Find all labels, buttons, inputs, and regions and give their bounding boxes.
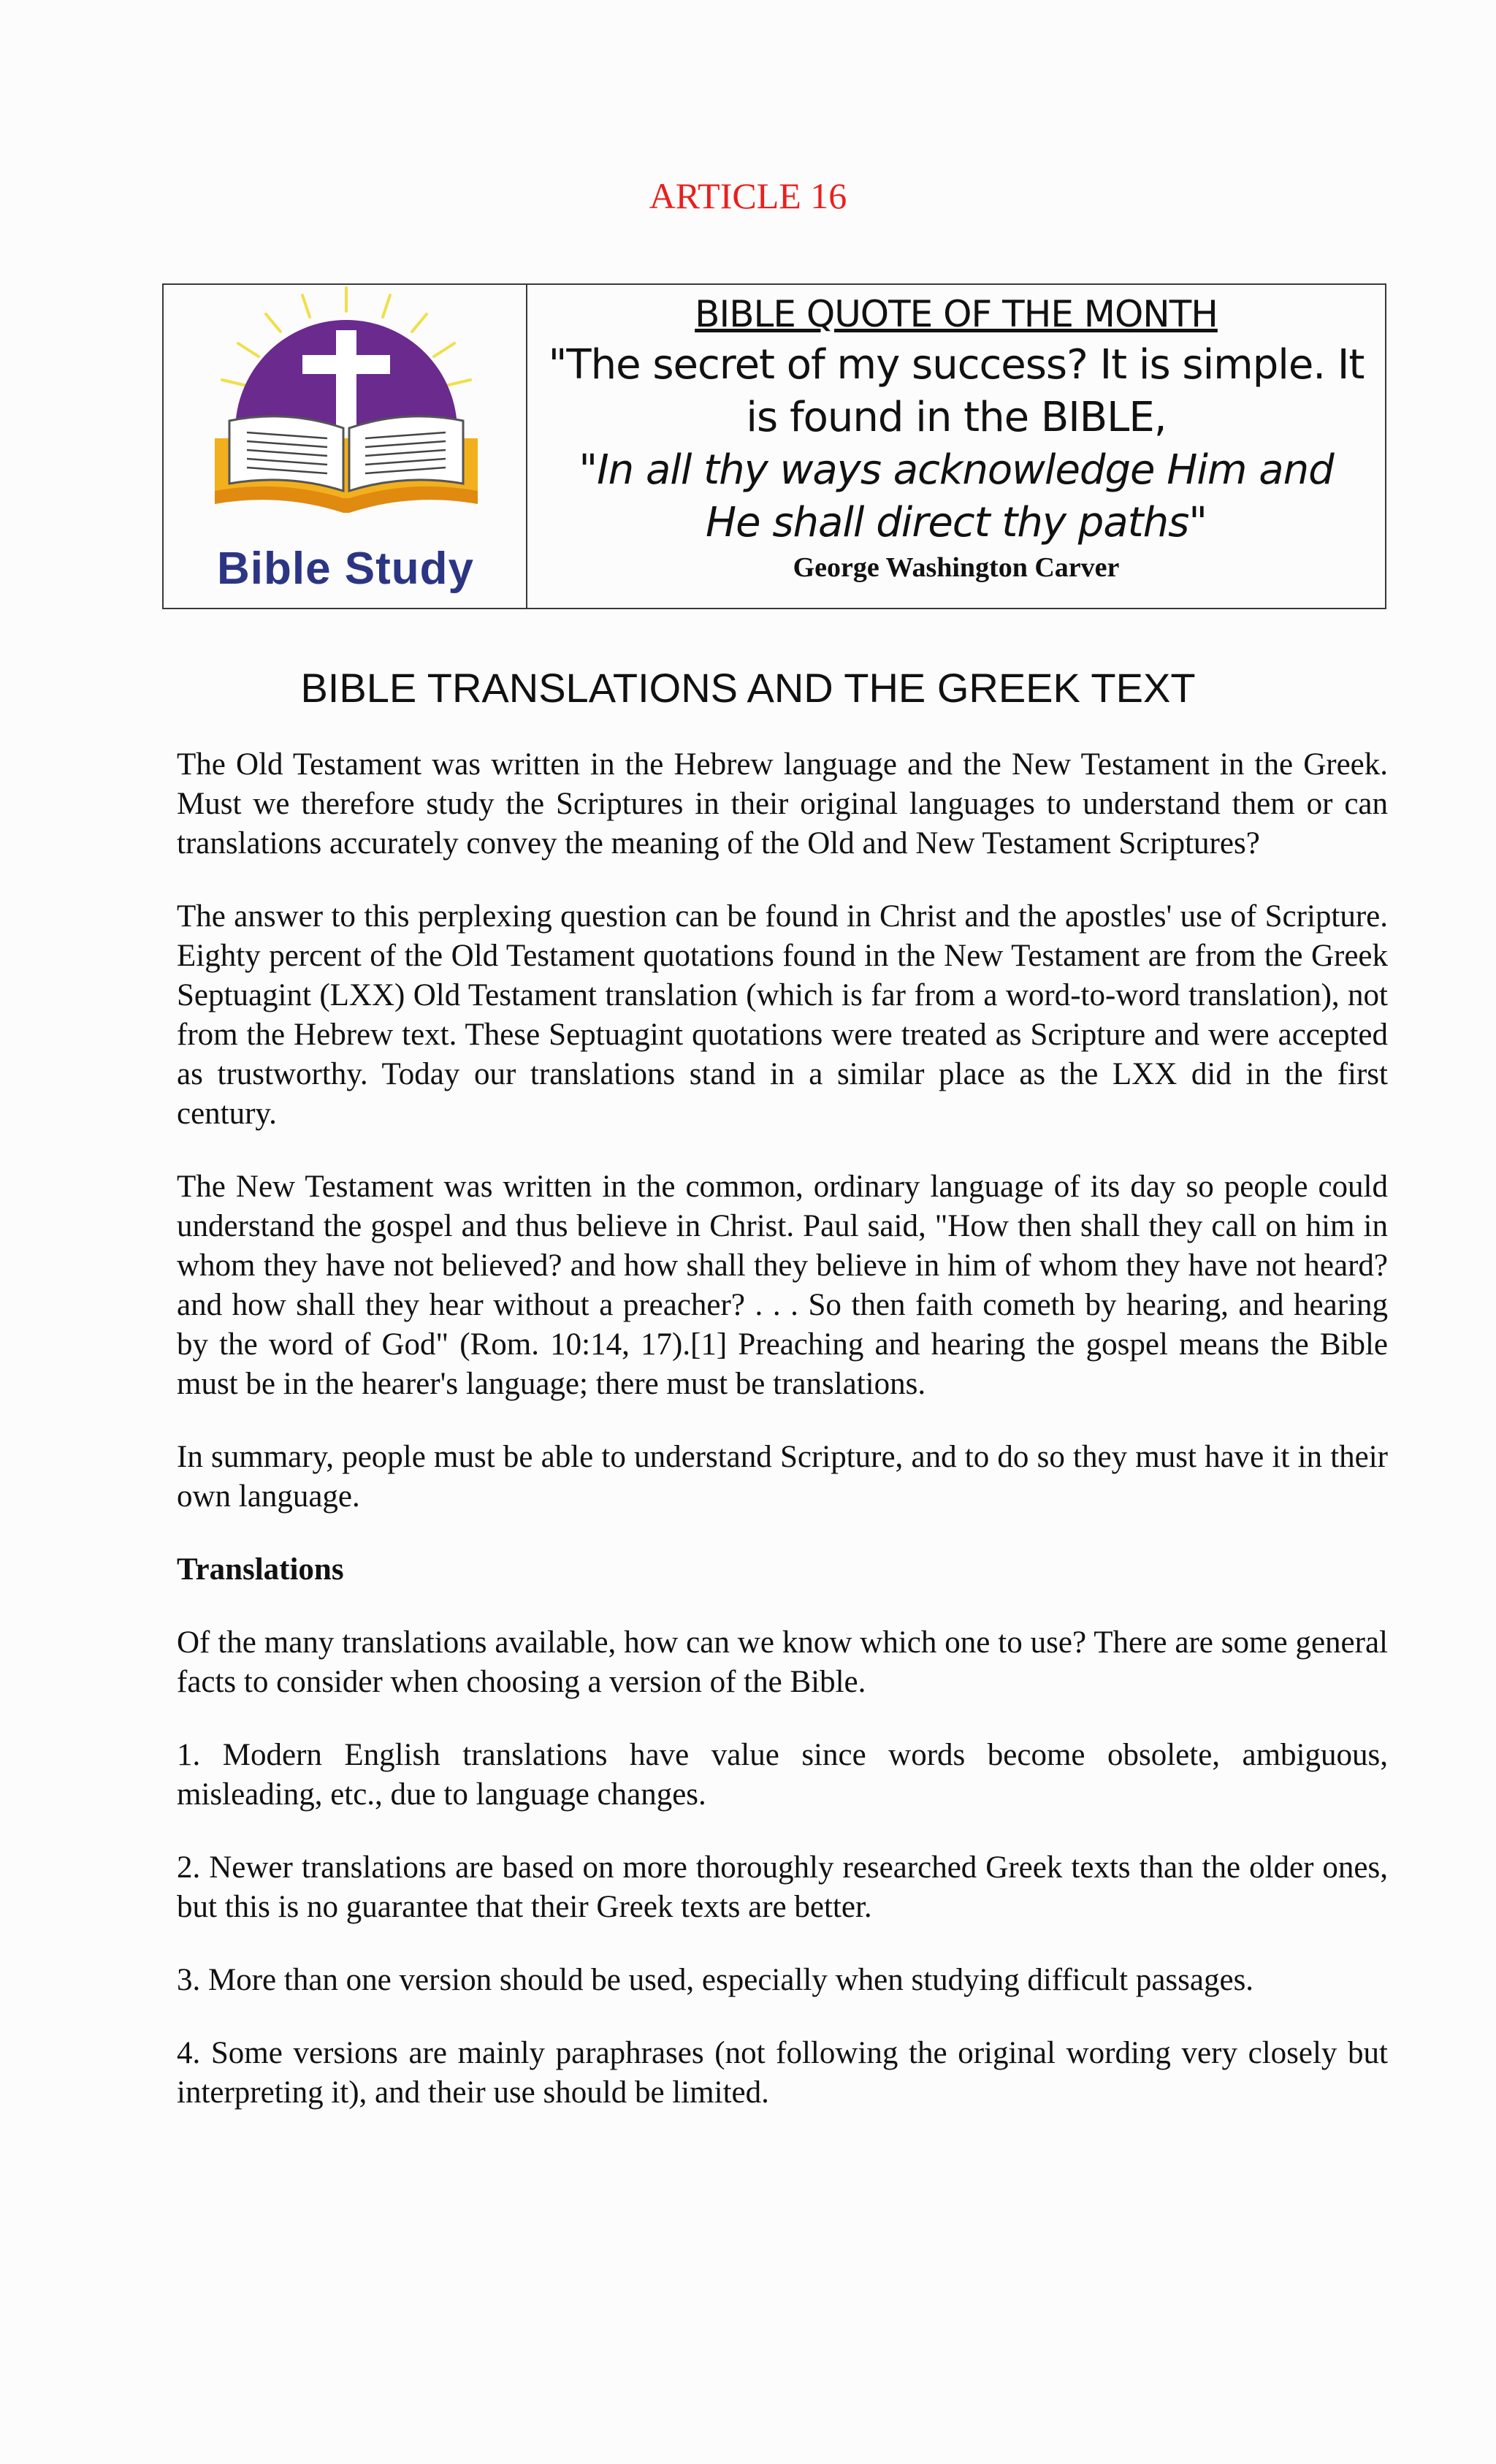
translations-heading: Translations (177, 1552, 344, 1587)
paragraph-4: In summary, people must be able to understand Scripture, and to do so they must have it in their own language. (177, 1440, 1388, 1514)
article-number: ARTICLE 16 (649, 175, 847, 216)
bible-cross-icon (193, 285, 500, 548)
paragraph-1: The Old Testament was written in the Hebrew language and the New Testament in the Greek. Must we therefore study the Scriptures in their original languages to understand them or can translations accurately convey the meaning of the Old and New Testament Scriptures? (177, 747, 1388, 861)
point-3: 3. More than one version should be used, especially when studying difficult passages. (177, 1963, 1254, 1997)
document-title: BIBLE TRANSLATIONS AND THE GREEK TEXT (300, 665, 1196, 711)
logo-text: Bible Study (216, 543, 475, 594)
point-4: 4. Some versions are mainly paraphrases (not following the original wording very closely but interpreting it), and their use should be limited. (177, 2036, 1388, 2110)
point-1: 1. Modern English translations have value since words become obsolete, ambiguous, misleading, etc., due to language changes. (177, 1738, 1388, 1812)
paragraph-3: The New Testament was written in the common, ordinary language of its day so people could understand the gospel and thus believe in Christ. Paul said, "How then shall they call on him in whom they have not believed? and how shall they believe in him of whom they have not heard? and how shall they hear without a preacher? . . . So then faith cometh by hearing, and hearing by the word of God" (Rom. 10:14, 17).[1] Preaching and hearing the gospel means the Bible must be in the hearer's language; there must be translations. (177, 1170, 1388, 1401)
quote-of-month-box (162, 283, 1386, 609)
article-body (177, 745, 1388, 2146)
point-2: 2. Newer translations are based on more thoroughly researched Greek texts than the older ones, but this is no guarantee that their Greek texts are better. (177, 1850, 1388, 1924)
quote-heading: BIBLE QUOTE OF THE MONTH (695, 293, 1218, 335)
quote-line-3: "In all thy ways acknowledge Him and (579, 446, 1334, 494)
quote-line-1: "The secret of my success? It is simple. It (548, 341, 1365, 389)
quote-author: George Washington Carver (793, 552, 1120, 583)
quote-content (527, 285, 1385, 608)
paragraph-2: The answer to this perplexing question can be found in Christ and the apostles' use of Scripture. Eighty percent of the Old Testament quotations found in the New Testament are from the Greek Septuagint (LXX) Old Testament translation (which is far from a word-to-word translation), not from the Hebrew text. These Septuagint quotations were treated as Scripture and were accepted as trustworthy. Today our translations stand in a similar place as the LXX did in the first century. (177, 899, 1388, 1131)
quote-line-4: He shall direct thy paths" (705, 499, 1207, 546)
bible-study-logo (164, 285, 527, 608)
quote-line-2: is found in the BIBLE, (746, 394, 1167, 441)
translations-intro: Of the many translations available, how can we know which one to use? There are some general facts to consider when choosing a version of the Bible. (177, 1625, 1388, 1699)
